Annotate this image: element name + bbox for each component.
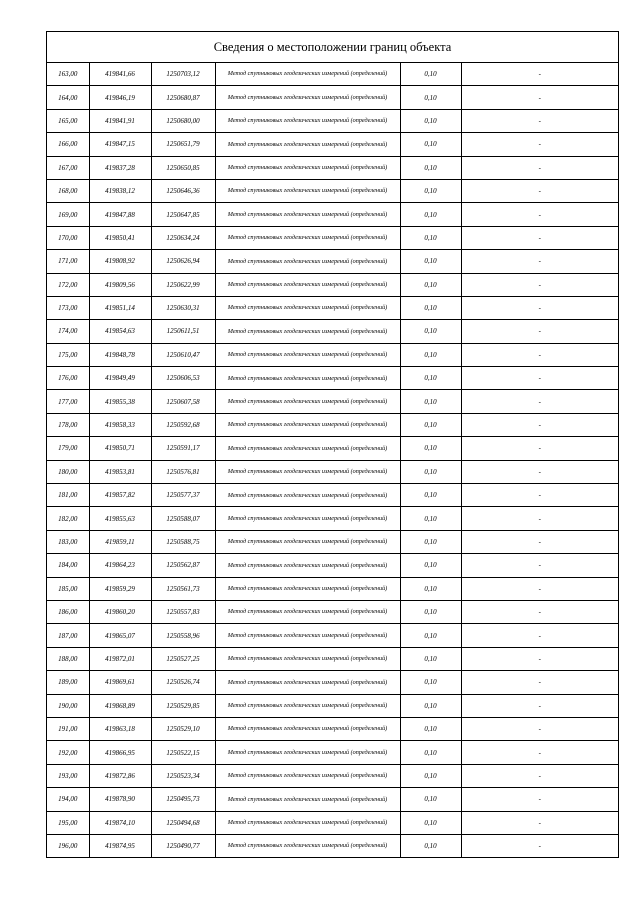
table-row bbox=[47, 226, 618, 249]
y-coordinate-cell: 1250680,00 bbox=[151, 109, 215, 132]
description-cell: - bbox=[461, 320, 618, 343]
x-coordinate-cell: 419860,20 bbox=[89, 600, 151, 623]
point-number-cell: 180,00 bbox=[47, 460, 89, 483]
x-coordinate-cell: 419850,71 bbox=[89, 437, 151, 460]
boundary-points-table bbox=[47, 63, 618, 857]
method-cell: Метод спутниковых геодезических измерений (определений) bbox=[215, 179, 400, 202]
y-coordinate-cell: 1250522,15 bbox=[151, 741, 215, 764]
point-number-cell: 186,00 bbox=[47, 600, 89, 623]
description-cell: - bbox=[461, 507, 618, 530]
y-coordinate-cell: 1250526,74 bbox=[151, 671, 215, 694]
description-cell: - bbox=[461, 530, 618, 553]
method-cell: Метод спутниковых геодезических измерений (определений) bbox=[215, 413, 400, 436]
y-coordinate-cell: 1250622,99 bbox=[151, 273, 215, 296]
point-number-cell: 163,00 bbox=[47, 63, 89, 86]
description-cell: - bbox=[461, 133, 618, 156]
table-body bbox=[47, 63, 618, 857]
table-row bbox=[47, 460, 618, 483]
description-cell: - bbox=[461, 63, 618, 86]
x-coordinate-cell: 419850,41 bbox=[89, 226, 151, 249]
description-cell: - bbox=[461, 367, 618, 390]
table-row bbox=[47, 250, 618, 273]
accuracy-cell: 0,10 bbox=[400, 179, 461, 202]
table-row bbox=[47, 530, 618, 553]
point-number-cell: 166,00 bbox=[47, 133, 89, 156]
table-row bbox=[47, 343, 618, 366]
table-row bbox=[47, 320, 618, 343]
description-cell: - bbox=[461, 250, 618, 273]
y-coordinate-cell: 1250561,73 bbox=[151, 577, 215, 600]
y-coordinate-cell: 1250588,07 bbox=[151, 507, 215, 530]
description-cell: - bbox=[461, 764, 618, 787]
x-coordinate-cell: 419841,91 bbox=[89, 109, 151, 132]
table-row bbox=[47, 390, 618, 413]
description-cell: - bbox=[461, 226, 618, 249]
point-number-cell: 176,00 bbox=[47, 367, 89, 390]
accuracy-cell: 0,10 bbox=[400, 671, 461, 694]
y-coordinate-cell: 1250650,85 bbox=[151, 156, 215, 179]
accuracy-cell: 0,10 bbox=[400, 250, 461, 273]
accuracy-cell: 0,10 bbox=[400, 577, 461, 600]
description-cell: - bbox=[461, 717, 618, 740]
x-coordinate-cell: 419868,89 bbox=[89, 694, 151, 717]
table-row bbox=[47, 413, 618, 436]
method-cell: Метод спутниковых геодезических измерений (определений) bbox=[215, 86, 400, 109]
accuracy-cell: 0,10 bbox=[400, 811, 461, 834]
method-cell: Метод спутниковых геодезических измерений (определений) bbox=[215, 250, 400, 273]
x-coordinate-cell: 419878,90 bbox=[89, 788, 151, 811]
point-number-cell: 181,00 bbox=[47, 484, 89, 507]
method-cell: Метод спутниковых геодезических измерений (определений) bbox=[215, 671, 400, 694]
description-cell: - bbox=[461, 296, 618, 319]
point-number-cell: 189,00 bbox=[47, 671, 89, 694]
table-row bbox=[47, 273, 618, 296]
accuracy-cell: 0,10 bbox=[400, 554, 461, 577]
table-row bbox=[47, 367, 618, 390]
method-cell: Метод спутниковых геодезических измерений (определений) bbox=[215, 554, 400, 577]
point-number-cell: 187,00 bbox=[47, 624, 89, 647]
table-row bbox=[47, 484, 618, 507]
x-coordinate-cell: 419847,15 bbox=[89, 133, 151, 156]
y-coordinate-cell: 1250651,79 bbox=[151, 133, 215, 156]
point-number-cell: 188,00 bbox=[47, 647, 89, 670]
description-cell: - bbox=[461, 273, 618, 296]
description-cell: - bbox=[461, 671, 618, 694]
description-cell: - bbox=[461, 343, 618, 366]
table-row bbox=[47, 156, 618, 179]
method-cell: Метод спутниковых геодезических измерений (определений) bbox=[215, 694, 400, 717]
point-number-cell: 168,00 bbox=[47, 179, 89, 202]
accuracy-cell: 0,10 bbox=[400, 203, 461, 226]
y-coordinate-cell: 1250527,25 bbox=[151, 647, 215, 670]
description-cell: - bbox=[461, 741, 618, 764]
description-cell: - bbox=[461, 694, 618, 717]
point-number-cell: 171,00 bbox=[47, 250, 89, 273]
table-row bbox=[47, 811, 618, 834]
y-coordinate-cell: 1250610,47 bbox=[151, 343, 215, 366]
method-cell: Метод спутниковых геодезических измерений (определений) bbox=[215, 296, 400, 319]
method-cell: Метод спутниковых геодезических измерений (определений) bbox=[215, 156, 400, 179]
description-cell: - bbox=[461, 390, 618, 413]
accuracy-cell: 0,10 bbox=[400, 320, 461, 343]
accuracy-cell: 0,10 bbox=[400, 460, 461, 483]
table-row bbox=[47, 717, 618, 740]
table-row bbox=[47, 788, 618, 811]
method-cell: Метод спутниковых геодезических измерений (определений) bbox=[215, 577, 400, 600]
accuracy-cell: 0,10 bbox=[400, 63, 461, 86]
accuracy-cell: 0,10 bbox=[400, 484, 461, 507]
y-coordinate-cell: 1250577,37 bbox=[151, 484, 215, 507]
table-row bbox=[47, 694, 618, 717]
method-cell: Метод спутниковых геодезических измерений (определений) bbox=[215, 507, 400, 530]
method-cell: Метод спутниковых геодезических измерений (определений) bbox=[215, 109, 400, 132]
x-coordinate-cell: 419837,28 bbox=[89, 156, 151, 179]
table-row bbox=[47, 577, 618, 600]
boundary-table-sheet bbox=[46, 31, 619, 858]
y-coordinate-cell: 1250680,87 bbox=[151, 86, 215, 109]
x-coordinate-cell: 419855,63 bbox=[89, 507, 151, 530]
x-coordinate-cell: 419872,01 bbox=[89, 647, 151, 670]
x-coordinate-cell: 419847,88 bbox=[89, 203, 151, 226]
point-number-cell: 194,00 bbox=[47, 788, 89, 811]
y-coordinate-cell: 1250634,24 bbox=[151, 226, 215, 249]
accuracy-cell: 0,10 bbox=[400, 413, 461, 436]
description-cell: - bbox=[461, 156, 618, 179]
accuracy-cell: 0,10 bbox=[400, 156, 461, 179]
method-cell: Метод спутниковых геодезических измерений (определений) bbox=[215, 717, 400, 740]
method-cell: Метод спутниковых геодезических измерений (определений) bbox=[215, 811, 400, 834]
x-coordinate-cell: 419858,33 bbox=[89, 413, 151, 436]
method-cell: Метод спутниковых геодезических измерений (определений) bbox=[215, 343, 400, 366]
x-coordinate-cell: 419859,11 bbox=[89, 530, 151, 553]
point-number-cell: 190,00 bbox=[47, 694, 89, 717]
method-cell: Метод спутниковых геодезических измерений (определений) bbox=[215, 647, 400, 670]
method-cell: Метод спутниковых геодезических измерений (определений) bbox=[215, 834, 400, 857]
description-cell: - bbox=[461, 109, 618, 132]
x-coordinate-cell: 419849,49 bbox=[89, 367, 151, 390]
method-cell: Метод спутниковых геодезических измерений (определений) bbox=[215, 764, 400, 787]
point-number-cell: 178,00 bbox=[47, 413, 89, 436]
description-cell: - bbox=[461, 86, 618, 109]
y-coordinate-cell: 1250576,81 bbox=[151, 460, 215, 483]
y-coordinate-cell: 1250592,68 bbox=[151, 413, 215, 436]
y-coordinate-cell: 1250626,94 bbox=[151, 250, 215, 273]
point-number-cell: 175,00 bbox=[47, 343, 89, 366]
table-row bbox=[47, 437, 618, 460]
y-coordinate-cell: 1250557,83 bbox=[151, 600, 215, 623]
point-number-cell: 177,00 bbox=[47, 390, 89, 413]
x-coordinate-cell: 419855,38 bbox=[89, 390, 151, 413]
x-coordinate-cell: 419808,92 bbox=[89, 250, 151, 273]
y-coordinate-cell: 1250588,75 bbox=[151, 530, 215, 553]
x-coordinate-cell: 419864,23 bbox=[89, 554, 151, 577]
y-coordinate-cell: 1250630,31 bbox=[151, 296, 215, 319]
accuracy-cell: 0,10 bbox=[400, 834, 461, 857]
method-cell: Метод спутниковых геодезических измерений (определений) bbox=[215, 437, 400, 460]
point-number-cell: 195,00 bbox=[47, 811, 89, 834]
description-cell: - bbox=[461, 413, 618, 436]
x-coordinate-cell: 419809,56 bbox=[89, 273, 151, 296]
table-row bbox=[47, 296, 618, 319]
y-coordinate-cell: 1250529,85 bbox=[151, 694, 215, 717]
table-row bbox=[47, 764, 618, 787]
method-cell: Метод спутниковых геодезических измерений (определений) bbox=[215, 484, 400, 507]
method-cell: Метод спутниковых геодезических измерений (определений) bbox=[215, 63, 400, 86]
method-cell: Метод спутниковых геодезических измерений (определений) bbox=[215, 741, 400, 764]
table-row bbox=[47, 834, 618, 857]
table-row bbox=[47, 671, 618, 694]
description-cell: - bbox=[461, 600, 618, 623]
x-coordinate-cell: 419846,19 bbox=[89, 86, 151, 109]
table-row bbox=[47, 600, 618, 623]
method-cell: Метод спутниковых геодезических измерений (определений) bbox=[215, 203, 400, 226]
y-coordinate-cell: 1250523,34 bbox=[151, 764, 215, 787]
table-row bbox=[47, 203, 618, 226]
x-coordinate-cell: 419854,63 bbox=[89, 320, 151, 343]
x-coordinate-cell: 419863,18 bbox=[89, 717, 151, 740]
accuracy-cell: 0,10 bbox=[400, 296, 461, 319]
description-cell: - bbox=[461, 203, 618, 226]
method-cell: Метод спутниковых геодезических измерений (определений) bbox=[215, 320, 400, 343]
accuracy-cell: 0,10 bbox=[400, 741, 461, 764]
point-number-cell: 185,00 bbox=[47, 577, 89, 600]
accuracy-cell: 0,10 bbox=[400, 367, 461, 390]
method-cell: Метод спутниковых геодезических измерений (определений) bbox=[215, 460, 400, 483]
point-number-cell: 182,00 bbox=[47, 507, 89, 530]
method-cell: Метод спутниковых геодезических измерений (определений) bbox=[215, 226, 400, 249]
x-coordinate-cell: 419874,95 bbox=[89, 834, 151, 857]
table-row bbox=[47, 179, 618, 202]
table-row bbox=[47, 507, 618, 530]
accuracy-cell: 0,10 bbox=[400, 109, 461, 132]
point-number-cell: 169,00 bbox=[47, 203, 89, 226]
y-coordinate-cell: 1250647,85 bbox=[151, 203, 215, 226]
description-cell: - bbox=[461, 811, 618, 834]
table-row bbox=[47, 624, 618, 647]
accuracy-cell: 0,10 bbox=[400, 788, 461, 811]
y-coordinate-cell: 1250558,96 bbox=[151, 624, 215, 647]
point-number-cell: 164,00 bbox=[47, 86, 89, 109]
y-coordinate-cell: 1250562,87 bbox=[151, 554, 215, 577]
table-title: Сведения о местоположении границ объекта bbox=[47, 32, 618, 63]
accuracy-cell: 0,10 bbox=[400, 717, 461, 740]
x-coordinate-cell: 419838,12 bbox=[89, 179, 151, 202]
accuracy-cell: 0,10 bbox=[400, 133, 461, 156]
x-coordinate-cell: 419853,81 bbox=[89, 460, 151, 483]
table-row bbox=[47, 63, 618, 86]
accuracy-cell: 0,10 bbox=[400, 764, 461, 787]
description-cell: - bbox=[461, 647, 618, 670]
x-coordinate-cell: 419851,14 bbox=[89, 296, 151, 319]
y-coordinate-cell: 1250495,73 bbox=[151, 788, 215, 811]
point-number-cell: 174,00 bbox=[47, 320, 89, 343]
y-coordinate-cell: 1250591,17 bbox=[151, 437, 215, 460]
point-number-cell: 191,00 bbox=[47, 717, 89, 740]
method-cell: Метод спутниковых геодезических измерений (определений) bbox=[215, 600, 400, 623]
y-coordinate-cell: 1250606,53 bbox=[151, 367, 215, 390]
method-cell: Метод спутниковых геодезических измерений (определений) bbox=[215, 788, 400, 811]
x-coordinate-cell: 419869,61 bbox=[89, 671, 151, 694]
method-cell: Метод спутниковых геодезических измерений (определений) bbox=[215, 367, 400, 390]
method-cell: Метод спутниковых геодезических измерений (определений) bbox=[215, 133, 400, 156]
description-cell: - bbox=[461, 554, 618, 577]
description-cell: - bbox=[461, 624, 618, 647]
x-coordinate-cell: 419848,78 bbox=[89, 343, 151, 366]
table-row bbox=[47, 109, 618, 132]
description-cell: - bbox=[461, 437, 618, 460]
description-cell: - bbox=[538, 842, 541, 851]
x-coordinate-cell: 419872,86 bbox=[89, 764, 151, 787]
accuracy-cell: 0,10 bbox=[400, 390, 461, 413]
table-row bbox=[47, 741, 618, 764]
y-coordinate-cell: 1250646,36 bbox=[151, 179, 215, 202]
x-coordinate-cell: 419857,82 bbox=[89, 484, 151, 507]
x-coordinate-cell: 419866,95 bbox=[89, 741, 151, 764]
point-number-cell: 167,00 bbox=[47, 156, 89, 179]
accuracy-cell: 0,10 bbox=[400, 694, 461, 717]
point-number-cell: 179,00 bbox=[47, 437, 89, 460]
method-cell: Метод спутниковых геодезических измерений (определений) bbox=[215, 390, 400, 413]
x-coordinate-cell: 419859,29 bbox=[89, 577, 151, 600]
accuracy-cell: 0,10 bbox=[400, 647, 461, 670]
y-coordinate-cell: 1250611,51 bbox=[151, 320, 215, 343]
x-coordinate-cell: 419841,66 bbox=[89, 63, 151, 86]
method-cell: Метод спутниковых геодезических измерений (определений) bbox=[215, 530, 400, 553]
accuracy-cell: 0,10 bbox=[400, 226, 461, 249]
y-coordinate-cell: 1250494,68 bbox=[151, 811, 215, 834]
y-coordinate-cell: 1250490,77 bbox=[151, 834, 215, 857]
y-coordinate-cell: 1250703,12 bbox=[151, 63, 215, 86]
accuracy-cell: 0,10 bbox=[400, 343, 461, 366]
point-number-cell: 192,00 bbox=[47, 741, 89, 764]
point-number-cell: 193,00 bbox=[47, 764, 89, 787]
method-cell: Метод спутниковых геодезических измерений (определений) bbox=[215, 273, 400, 296]
table-row bbox=[47, 133, 618, 156]
accuracy-cell: 0,10 bbox=[400, 273, 461, 296]
accuracy-cell: 0,10 bbox=[400, 86, 461, 109]
x-coordinate-cell: 419874,10 bbox=[89, 811, 151, 834]
table-row bbox=[47, 86, 618, 109]
table-row bbox=[47, 554, 618, 577]
description-cell: - bbox=[461, 460, 618, 483]
description-cell: - bbox=[461, 179, 618, 202]
description-cell: - bbox=[461, 788, 618, 811]
point-number-cell: 184,00 bbox=[47, 554, 89, 577]
accuracy-cell: 0,10 bbox=[400, 624, 461, 647]
point-number-cell: 165,00 bbox=[47, 109, 89, 132]
y-coordinate-cell: 1250607,58 bbox=[151, 390, 215, 413]
accuracy-cell: 0,10 bbox=[400, 600, 461, 623]
point-number-cell: 183,00 bbox=[47, 530, 89, 553]
description-cell: - bbox=[461, 484, 618, 507]
point-number-cell: 173,00 bbox=[47, 296, 89, 319]
accuracy-cell: 0,10 bbox=[400, 437, 461, 460]
accuracy-cell: 0,10 bbox=[400, 507, 461, 530]
table-row bbox=[47, 647, 618, 670]
point-number-cell: 170,00 bbox=[47, 226, 89, 249]
point-number-cell: 196,00 bbox=[47, 834, 89, 857]
accuracy-cell: 0,10 bbox=[400, 530, 461, 553]
description-cell: - bbox=[461, 577, 618, 600]
method-cell: Метод спутниковых геодезических измерений (определений) bbox=[215, 624, 400, 647]
y-coordinate-cell: 1250529,10 bbox=[151, 717, 215, 740]
x-coordinate-cell: 419865,07 bbox=[89, 624, 151, 647]
point-number-cell: 172,00 bbox=[47, 273, 89, 296]
